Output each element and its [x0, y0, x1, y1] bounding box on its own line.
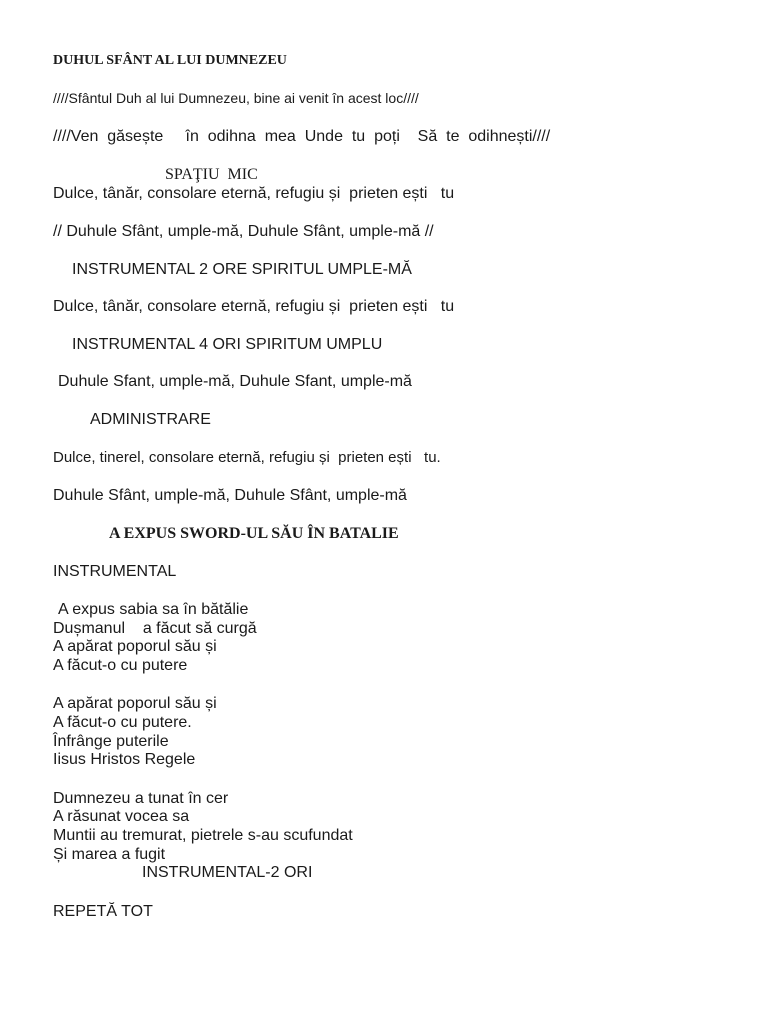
text-line: Duhule Sfânt, umple-mă, Duhule Sfânt, umple-mă: [53, 487, 407, 504]
text-line: Înfrânge puterile: [53, 733, 169, 750]
text-line: A apărat poporul său și: [53, 695, 217, 712]
text-line: Dulce, tânăr, consolare eternă, refugiu și prieten ești tu: [53, 185, 455, 202]
text-line: A făcut-o cu putere.: [53, 714, 192, 731]
text-line: Duhule Sfant, umple-mă, Duhule Sfant, umple-mă: [58, 373, 412, 390]
section-label: INSTRUMENTAL 2 ORE SPIRITUL UMPLE-MĂ: [72, 261, 412, 278]
text-line: Dumnezeu a tunat în cer: [53, 790, 229, 807]
text-line: Dulce, tinerel, consolare eternă, refugiu și prieten ești tu.: [53, 449, 441, 466]
text-line: Și marea a fugit: [53, 846, 166, 863]
section-label: INSTRUMENTAL 4 ORI SPIRITUM UMPLU: [72, 336, 383, 353]
text-line: A răsunat vocea sa: [53, 808, 190, 825]
section-label: REPETĂ TOT: [53, 903, 153, 920]
text-line: Muntii au tremurat, pietrele s-au scufundat: [53, 827, 353, 844]
text-line: A apărat poporul său și: [53, 638, 217, 655]
text-line: A expus sabia sa în bătălie: [58, 601, 249, 618]
text-line: ////Sfântul Duh al lui Dumnezeu, bine ai venit în acest loc////: [53, 90, 419, 106]
section-heading: A EXPUS SWORD-UL SĂU ÎN BATALIE: [109, 525, 399, 542]
section-label: SPAŢIU MIC: [165, 166, 258, 183]
text-line: Dulce, tânăr, consolare eternă, refugiu și prieten ești tu: [53, 298, 455, 315]
document-title: DUHUL SFÂNT AL LUI DUMNEZEU: [53, 53, 287, 68]
section-label: INSTRUMENTAL-2 ORI: [142, 864, 313, 881]
text-line: A făcut-o cu putere: [53, 657, 188, 674]
section-label: ADMINISTRARE: [90, 411, 211, 428]
text-line: Iisus Hristos Regele: [53, 751, 196, 768]
text-line: ////Ven găsește în odihna mea Unde tu poți Să te odihnești////: [53, 128, 551, 145]
text-line: // Duhule Sfânt, umple-mă, Duhule Sfânt, umple-mă //: [53, 223, 434, 240]
text-line: Dușmanul a făcut să curgă: [53, 620, 257, 637]
section-label: INSTRUMENTAL: [53, 563, 177, 580]
